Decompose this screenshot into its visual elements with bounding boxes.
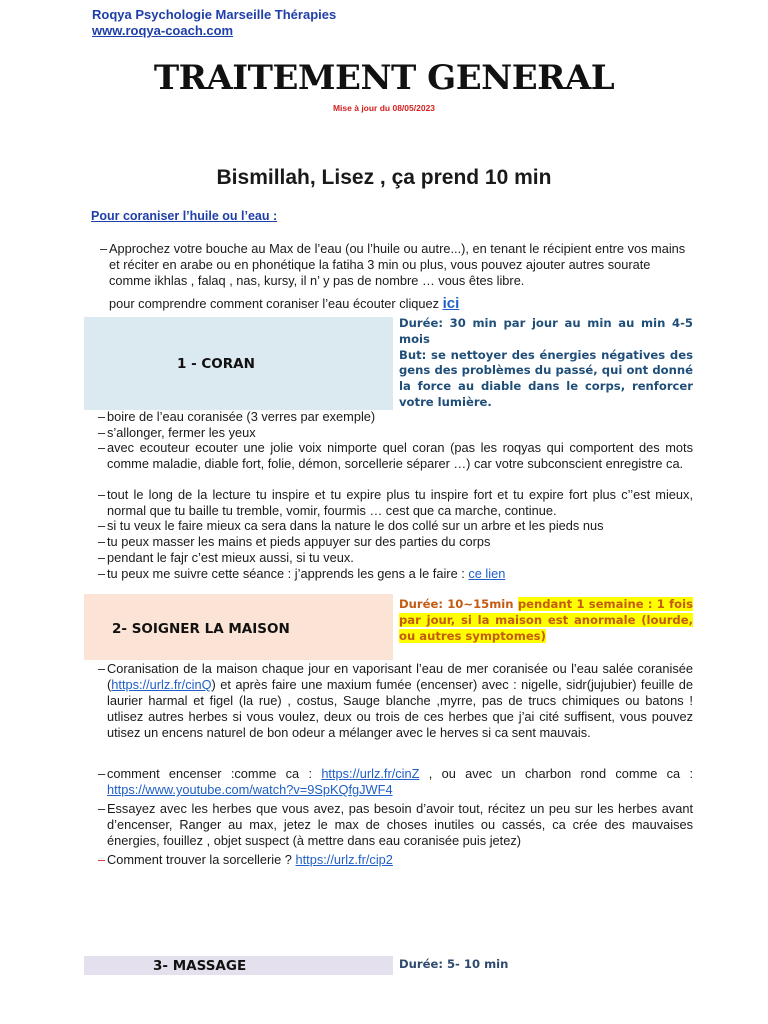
- coran-item-text: tu peux me suivre cette séance : j’apprends les gens a le faire :: [107, 566, 469, 581]
- dash-marker: –: [98, 425, 106, 440]
- massage-duration: Durée: 5- 10 min: [399, 957, 509, 971]
- coran-goal: But: se nettoyer des énergies négatives des gens des problèmes du passé, qui ont donné la force au diable dans le corps, renforcer votre lumière.: [399, 347, 693, 409]
- seance-link[interactable]: ce lien: [468, 566, 506, 581]
- coran-item-text: pendant le fajr c’est mieux aussi, si tu veux.: [107, 550, 354, 565]
- ici-link[interactable]: ici: [442, 295, 460, 312]
- urlz-cip2-link[interactable]: https://urlz.fr/cip2: [295, 852, 393, 867]
- update-note: Mise à jour du 08/05/2023: [332, 103, 436, 113]
- page-title: TRAITEMENT GENERAL: [153, 58, 615, 98]
- website-link[interactable]: www.roqya-coach.com: [92, 23, 234, 38]
- coran-duration: Durée: 30 min par jour au min au min 4-5 mois: [399, 316, 693, 346]
- coran-item-text: boire de l’eau coranisée (3 verres par exemple): [107, 409, 376, 424]
- dash-marker: –: [98, 487, 106, 502]
- urlz-cinq-link[interactable]: https://urlz.fr/cinQ: [111, 677, 212, 692]
- dash-marker: –: [98, 661, 106, 676]
- maison-item-text: Essayez avec les herbes que vous avez, pas besoin d’avoir tout, récitez un peu sur les herbes avant d’encenser, Ranger au max, jetez le max de choses inutiles ou cassés, ca crée des mauvaises énergies, fouillez , objet suspect (à mettre dans eau coranisée puis jetez): [107, 801, 693, 848]
- coran-info: [399, 316, 693, 411]
- coran-item-text: tu peux masser les mains et pieds appuyer sur des parties du corps: [107, 534, 491, 549]
- dash-marker: –: [98, 409, 106, 424]
- organization-name: Roqya Psychologie Marseille Thérapies: [92, 7, 337, 22]
- urlz-cinz-link[interactable]: https://urlz.fr/cinZ: [321, 766, 420, 781]
- coran-item-text: s’allonger, fermer les yeux: [107, 425, 256, 440]
- dash-marker: –: [100, 241, 108, 256]
- coraniser-link-line: [109, 296, 459, 312]
- maison-duration: Durée: 10~15min: [399, 597, 518, 611]
- maison-item-text: Comment trouver la sorcellerie ? https://urlz.fr/cip2: [107, 852, 393, 867]
- coraniser-bullet: [100, 241, 695, 290]
- dash-marker: –: [98, 801, 106, 816]
- dash-marker: –: [98, 534, 106, 549]
- dash-marker: –: [98, 566, 106, 581]
- coraniser-link-prefix: pour comprendre comment coraniser l’eau écouter cliquez: [109, 296, 443, 311]
- dash-marker: –: [98, 518, 106, 533]
- maison-item-text: Coranisation de la maison chaque jour en vaporisant l’eau de mer coranisée ou l’eau salée coranisée (https://urlz.fr/cinQ) et après faire une maxium fumée (encenser) avec : nigelle, sidr(jujubier) feuille de laurier harmal et figel (la rue) , costus, Sauge blanche ,myrre, pas de trucs chimiques ou batons ! utlisez autres herbes si vous voulez, deux ou trois de ces herbes que j’ai cité suffisent, vous pouvez utisez un encens naturel de bon odeur a mélanger avec le herves si ca sent mauvais.: [107, 661, 693, 740]
- coran-item-text: si tu veux le faire mieux ca sera dans la nature le dos collé sur un arbre et les pieds nus: [107, 518, 604, 533]
- maison-item-text: comment encenser :comme ca : https://urlz.fr/cinZ , ou avec un charbon rond comme ca : https://www.youtube.com/watch?v=9SpKQfgJWF4: [107, 766, 694, 797]
- dash-marker: –: [98, 766, 106, 781]
- subtitle: Bismillah, Lisez , ça prend 10 min: [216, 166, 552, 189]
- maison-label: 2- SOIGNER LA MAISON: [112, 621, 290, 637]
- coraniser-heading: Pour coraniser l’huile ou l’eau :: [91, 209, 278, 223]
- coran-item-text: tout le long de la lecture tu inspire et tu expire plus tu inspire fort et tu expire fort plus c’’est mieux, normal que tu baille tu tremble, vomir, fourmis … cest que ca marche, continue.: [107, 487, 693, 518]
- massage-label: 3- MASSAGE: [153, 958, 247, 974]
- maison-highlight: pendant 1 semaine : 1 fois par jour, si la maison est anormale (lourde, ou autres symptomes): [399, 597, 693, 643]
- dash-marker: –: [98, 550, 106, 565]
- dash-marker: –: [98, 852, 106, 867]
- youtube-link[interactable]: https://www.youtube.com/watch?v=9SpKQfgJWF4: [107, 782, 393, 797]
- dash-marker: –: [98, 440, 106, 455]
- coran-item-text: avec ecouteur ecouter une jolie voix nimporte quel coran (pas les roqyas qui comportent des mots comme maladie, diable fort, folie, démon, sorcellerie séparer …) car votre subconscient enregistre ca.: [107, 440, 693, 471]
- coran-label: 1 - CORAN: [177, 356, 255, 372]
- coraniser-bullet-text: Approchez votre bouche au Max de l’eau (ou l’huile ou autre...), en tenant le récipient entre vos mains et réciter en arabe ou en phonétique la fatiha 3 min ou plus, vous pouvez ajouter autres sourate comme ikhlas , falaq , nas, kursy, il n’ y pas de nombre … vous êtes libre.: [109, 241, 686, 289]
- maison-info: [399, 597, 693, 644]
